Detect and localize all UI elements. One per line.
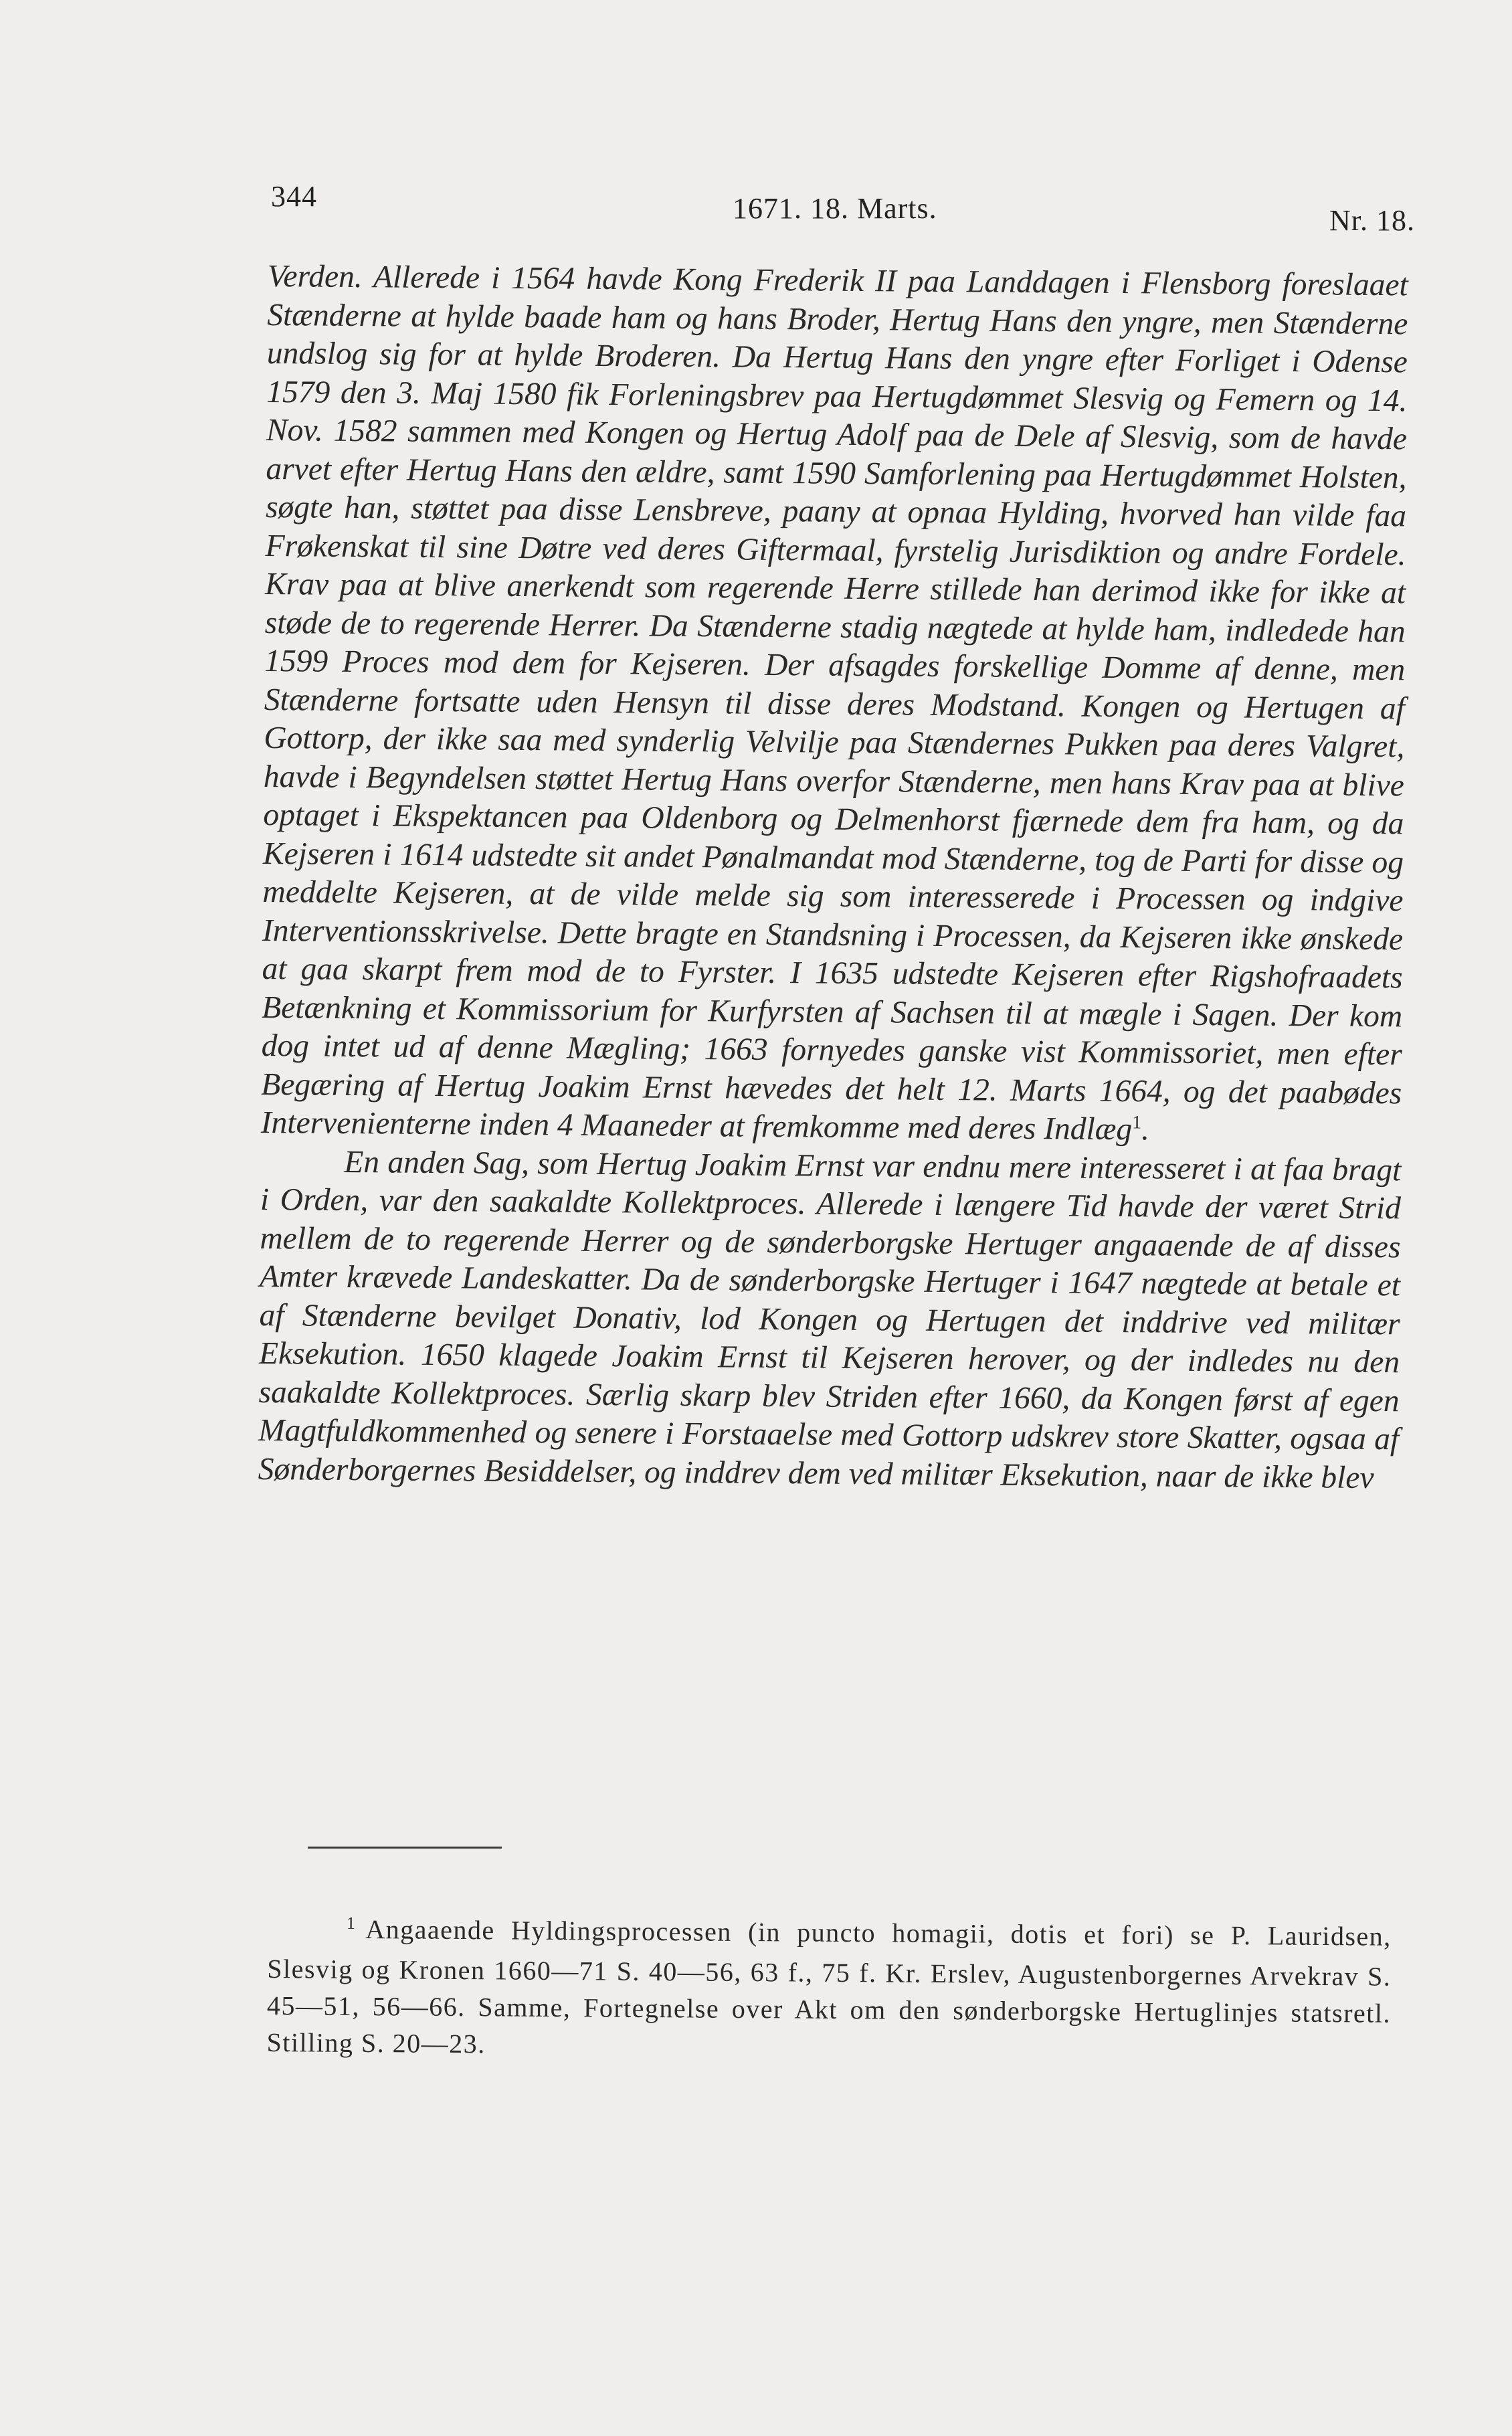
running-header xyxy=(271,179,1415,237)
footnote-divider xyxy=(308,1847,502,1849)
paragraph-end: . xyxy=(1141,1112,1150,1147)
footnote-text: Angaaende Hyldingsprocessen (in puncto homagii, dotis et fori) se P. Lauridsen, Slesvig og Kronen 1660—71 S. 40—56, 63 f., 75 f. Kr. Erslev, Augustenborgernes Arvekrav S. 45—51, 56—66. Samme, Fortegnelse over Akt om den sønderborgske Hertuglinjes statsretl. Stilling S. 20—23. xyxy=(266,1914,1392,2059)
paragraph xyxy=(258,1142,1402,1497)
paragraph xyxy=(261,258,1408,1151)
footnote-paragraph xyxy=(266,1910,1392,2069)
document-number: Nr. 18. xyxy=(1329,204,1415,237)
footnote-mark: 1 xyxy=(346,1913,357,1933)
footnote xyxy=(266,1910,1392,2069)
main-text xyxy=(258,258,1408,1497)
page-number: 344 xyxy=(271,180,317,213)
footnote-reference: 1 xyxy=(1132,1112,1142,1133)
paragraph-text: En anden Sag, som Hertug Joakim Ernst var endnu mere interesseret i at faa bragt i Orden, var den saakaldte Kollektproces. Allerede i længere Tid havde der været Strid mellem de to regerende Herrer og de sønderborgske Hertuger angaaende de af disses Amter krævede Landeskatter. Da de sønderborgske Hertuger i 1647 nægtede at betale et af Stænderne bevilget Donativ, lod Kongen og Hertugen det inddrive ved militær Eksekution. 1650 klagede Joakim Ernst til Kejseren herover, og der indledes nu den saakaldte Kollektproces. Særlig skarp blev Striden efter 1660, da Kongen først af egen Magtfuldkommenhed og senere i Forstaaelse med Gottorp udskrev store Skatter, ogsaa af Sønderborgernes Besiddelser, og inddrev dem ved militær Eksekution, naar de ikke blev xyxy=(258,1144,1402,1495)
paragraph-text: Verden. Allerede i 1564 havde Kong Frederik II paa Landdagen i Flensborg foreslaaet Stænderne at hylde baade ham og hans Broder, Hertug Hans den yngre, men Stænderne undslog sig for at hylde Broderen. Da Hertug Hans den yngre efter Forliget i Odense 1579 den 3. Maj 1580 fik Forleningsbrev paa Hertugdømmet Slesvig og Femern og 14. Nov. 1582 sammen med Kongen og Hertug Adolf paa de Dele af Slesvig, som de havde arvet efter Hertug Hans den ældre, samt 1590 Samforlening paa Hertugdømmet Holsten, søgte han, støttet paa disse Lensbreve, paany at opnaa Hylding, hvorved han vilde faa Frøkenskat til sine Døtre ved deres Giftermaal, fyrstelig Jurisdiktion og andre Fordele. Krav paa at blive anerkendt som regerende Herre stillede han derimod ikke for ikke at støde de to regerende Herrer. Da Stænderne stadig nægtede at hylde ham, indledede han 1599 Proces mod dem for Kejseren. Der afsagdes forskellige Domme af denne, men Stænderne fortsatte uden Hensyn til disse deres Modstand. Kongen og Hertugen af Gottorp, der ikke saa med synderlig Velvilje paa Stændernes Pukken paa deres Valgret, havde i Begyndelsen støttet Hertug Hans overfor Stænderne, men hans Krav paa at blive optaget i Ekspektancen paa Oldenborg og Delmenhorst fjærnede dem fra ham, og da Kejseren i 1614 udstedte sit andet Pønalmandat mod Stænderne, tog de Parti for disse og meddelte Kejseren, at de vilde melde sig som interesserede i Processen og indgive Interventionsskrivelse. Dette bragte en Standsning i Processen, da Kejseren ikke ønskede at gaa skarpt frem mod de to Fyrster. I 1635 udstedte Kejseren efter Rigshofraadets Betænkning et Kommissorium for Kurfyrsten af Sachsen til at mægle i Sagen. Der kom dog intet ud af denne Mægling; 1663 fornyedes ganske vist Kommissoriet, men efter Begæring af Hertug Joakim Ernst hævedes det helt 12. Marts 1664, og det paabødes Intervenienterne inden 4 Maaneder at fremkomme med deres Indlæg xyxy=(260,258,1408,1147)
header-date: 1671. 18. Marts. xyxy=(733,192,937,225)
